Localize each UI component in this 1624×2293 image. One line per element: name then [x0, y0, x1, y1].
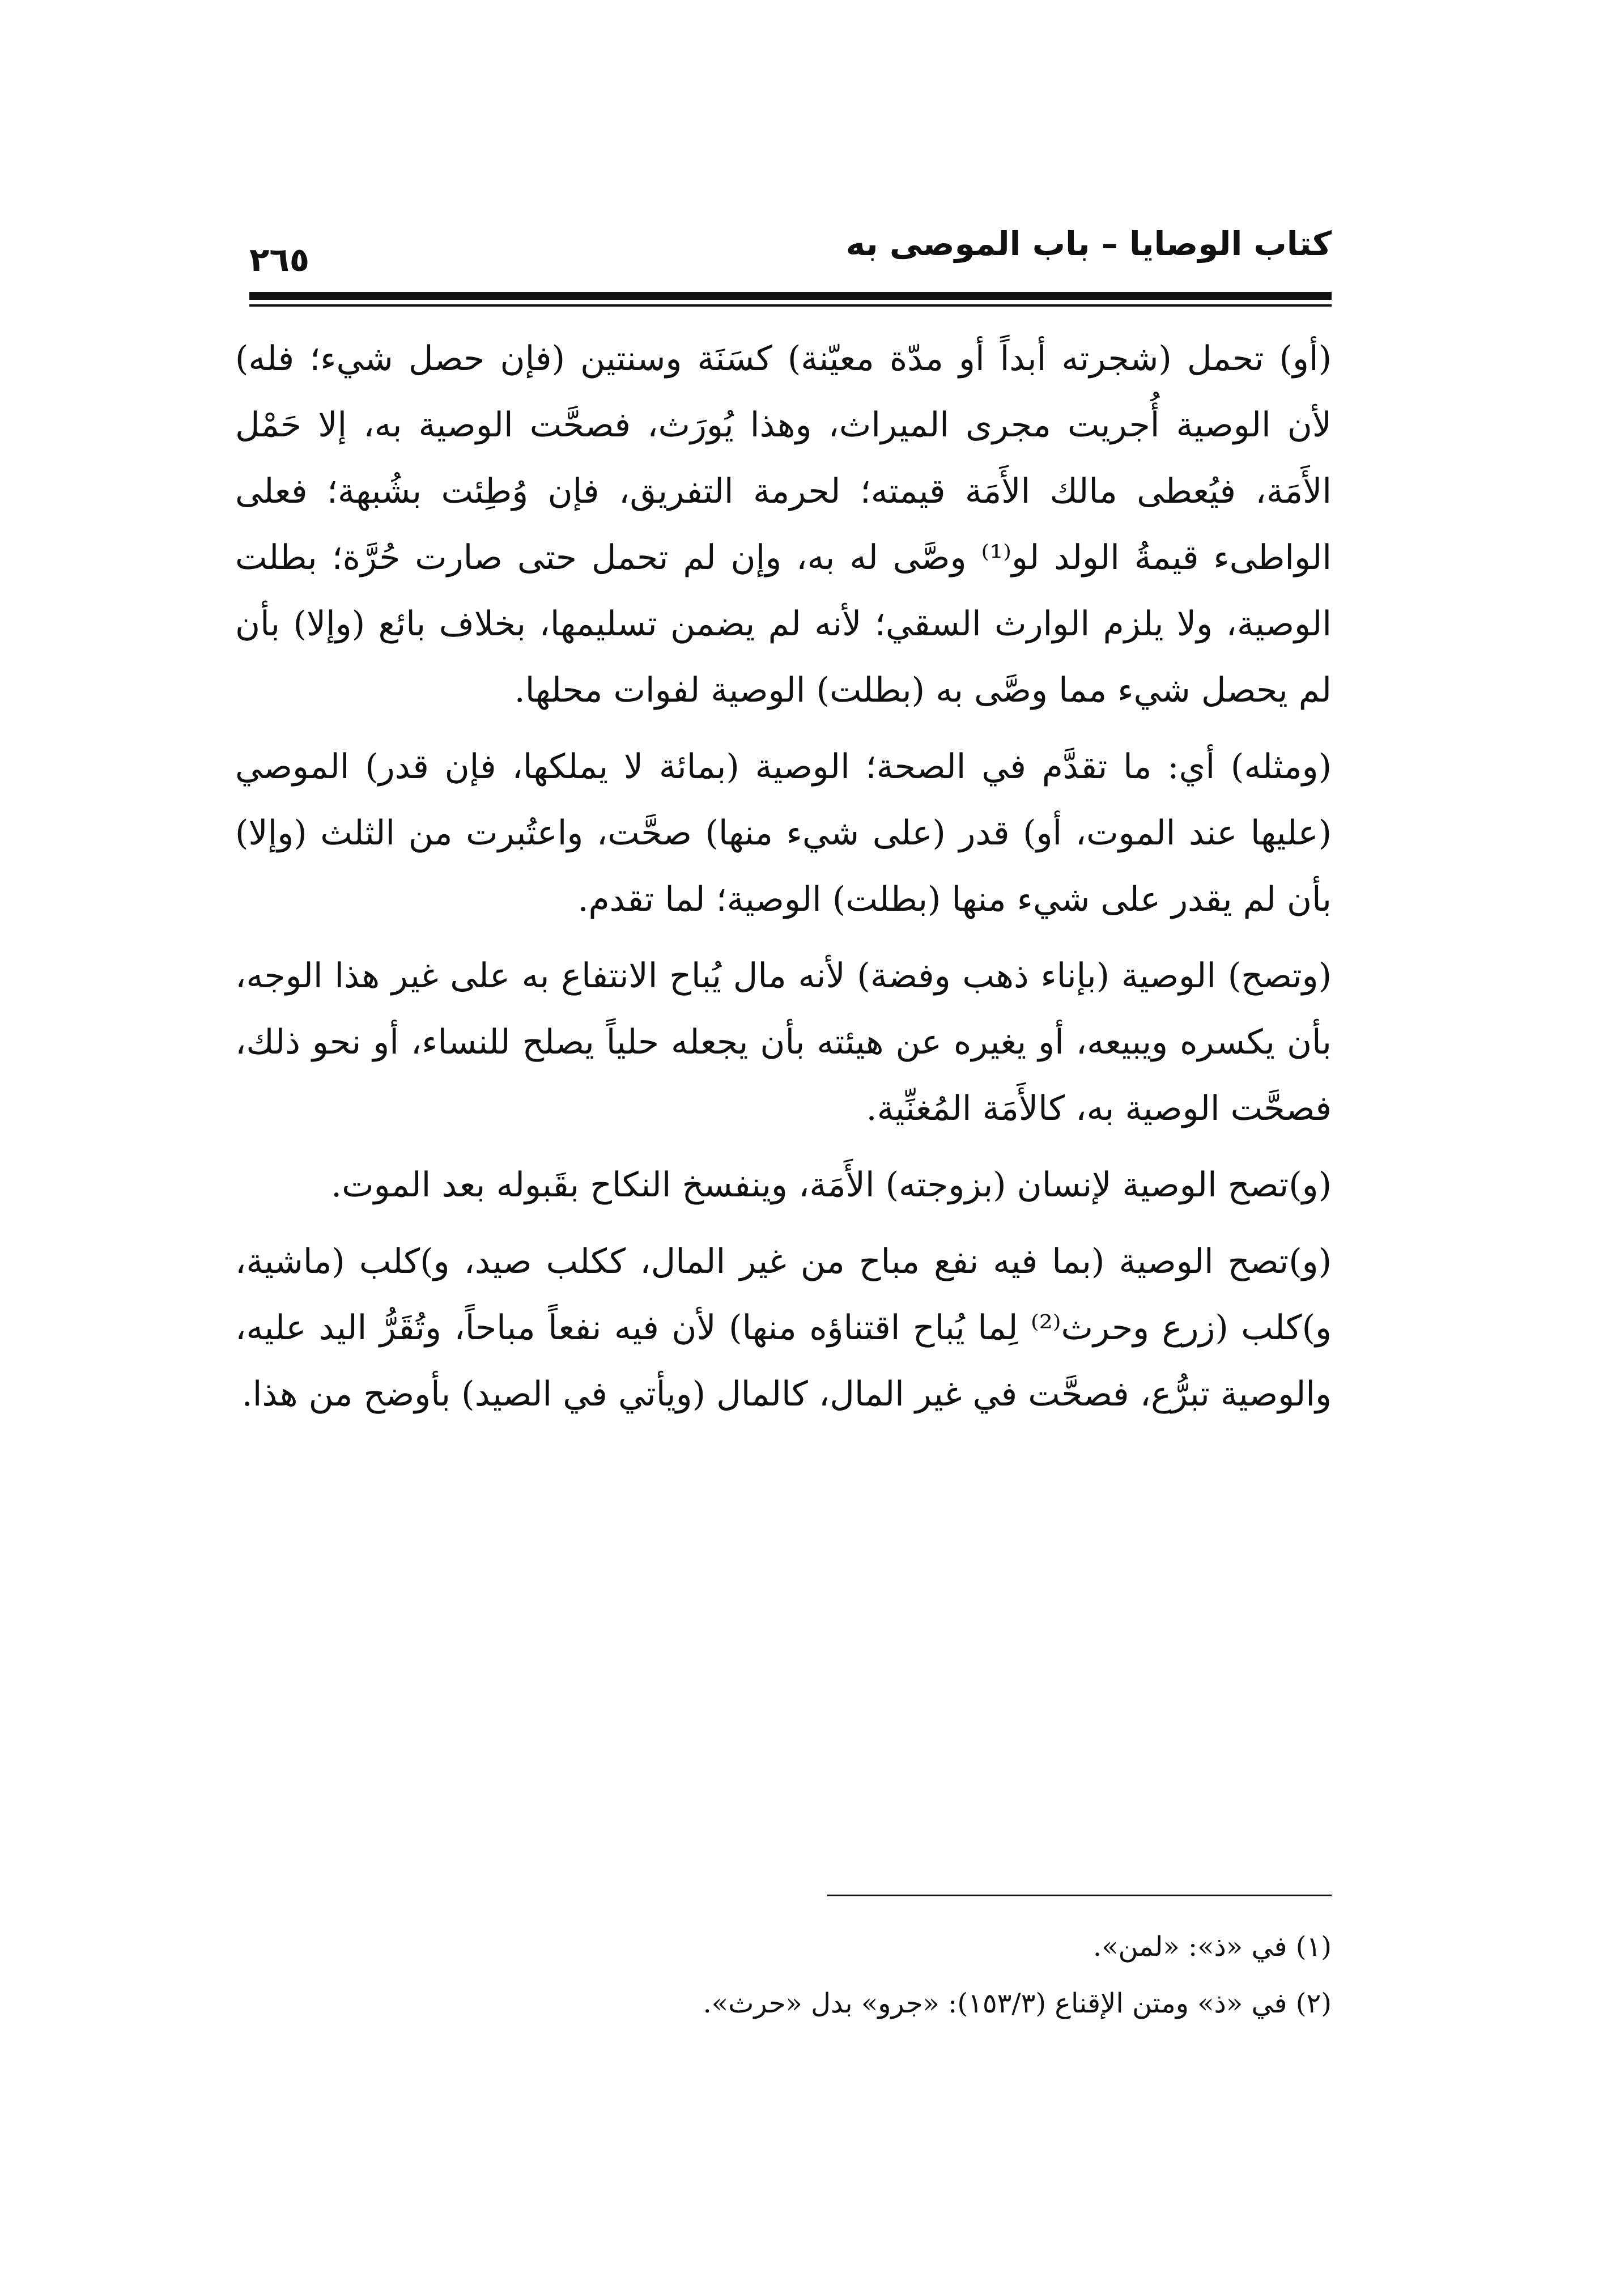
main-text: [235, 326, 1332, 1438]
header-rule-thin: [249, 304, 1332, 307]
chapter-title: كتاب الوصايا – باب الموصى به: [845, 224, 1332, 263]
paragraph-3: (وتصح) الوصية (بإناء ذهب وفضة) لأنه مال يُباح الانتفاع به على غير هذا الوجه، بأن يكسره ويبيعه، أو يغيره عن هيئته بأن يجعله حلياً يصلح للنساء، أو نحو ذلك، فصحَّت الوصية به، كالأَمَة المُغنِّية.: [235, 956, 1332, 1128]
footnote-separator: [827, 1895, 1332, 1896]
page-number: ٢٦٥: [249, 240, 310, 279]
running-header: [249, 218, 1332, 292]
footnotes: [235, 1918, 1332, 2032]
footnote-2: (٢) في «ذ» ومتن الإقناع (١٥٣/٣): «جرو» بدل «حرث».: [703, 1988, 1332, 2019]
header-rule-thick: [249, 292, 1332, 300]
paragraph-4: (و)تصح الوصية لإنسان (بزوجته) الأَمَة، وينفسخ النكاح بقَبوله بعد الموت.: [331, 1165, 1332, 1205]
header-rule: [249, 292, 1332, 309]
footnote-1: (١) في «ذ»: «لمن».: [1092, 1931, 1332, 1963]
paragraph-1: (أو) تحمل (شجرته أبداً أو مدّة معيّنة) كسَنَة وسنتين (فإن حصل شيء؛ فله) لأن الوصية أُجريت مجرى الميراث، وهذا يُورَث، فصحَّت الوصية به، إلا حَمْل الأَمَة، فيُعطى مالك الأَمَة قيمته؛ لحرمة التفريق، فإن وُطِئت بشُبهة؛ فعلى الواطىء قيمةُ الولد لو⁽¹⁾ وصَّى له به، وإن لم تحمل حتى صارت حُرَّة؛ بطلت الوصية، ولا يلزم الوارث السقي؛ لأنه لم يضمن تسليمها، بخلاف بائع (وإلا) بأن لم يحصل شيء مما وصَّى به (بطلت) الوصية لفوات محلها.: [235, 339, 1332, 710]
paragraph-5: (و)تصح الوصية (بما فيه نفع مباح من غير المال، ككلب صيد، و)كلب (ماشية، و)كلب (زرع وحرث⁽²⁾ لِما يُباح اقتناؤه منها) لأن فيه نفعاً مباحاً، وتُقَرُّ اليد عليه، والوصية تبرُّع، فصحَّت في غير المال، كالمال (ويأتي في الصيد) بأوضح من هذا.: [235, 1242, 1332, 1414]
paragraph-2: (ومثله) أي: ما تقدَّم في الصحة؛ الوصية (بمائة لا يملكها، فإن قدر) الموصي (عليها عند الموت، أو) قدر (على شيء منها) صحَّت، واعتُبرت من الثلث (وإلا) بأن لم يقدر على شيء منها (بطلت) الوصية؛ لما تقدم.: [235, 747, 1332, 919]
